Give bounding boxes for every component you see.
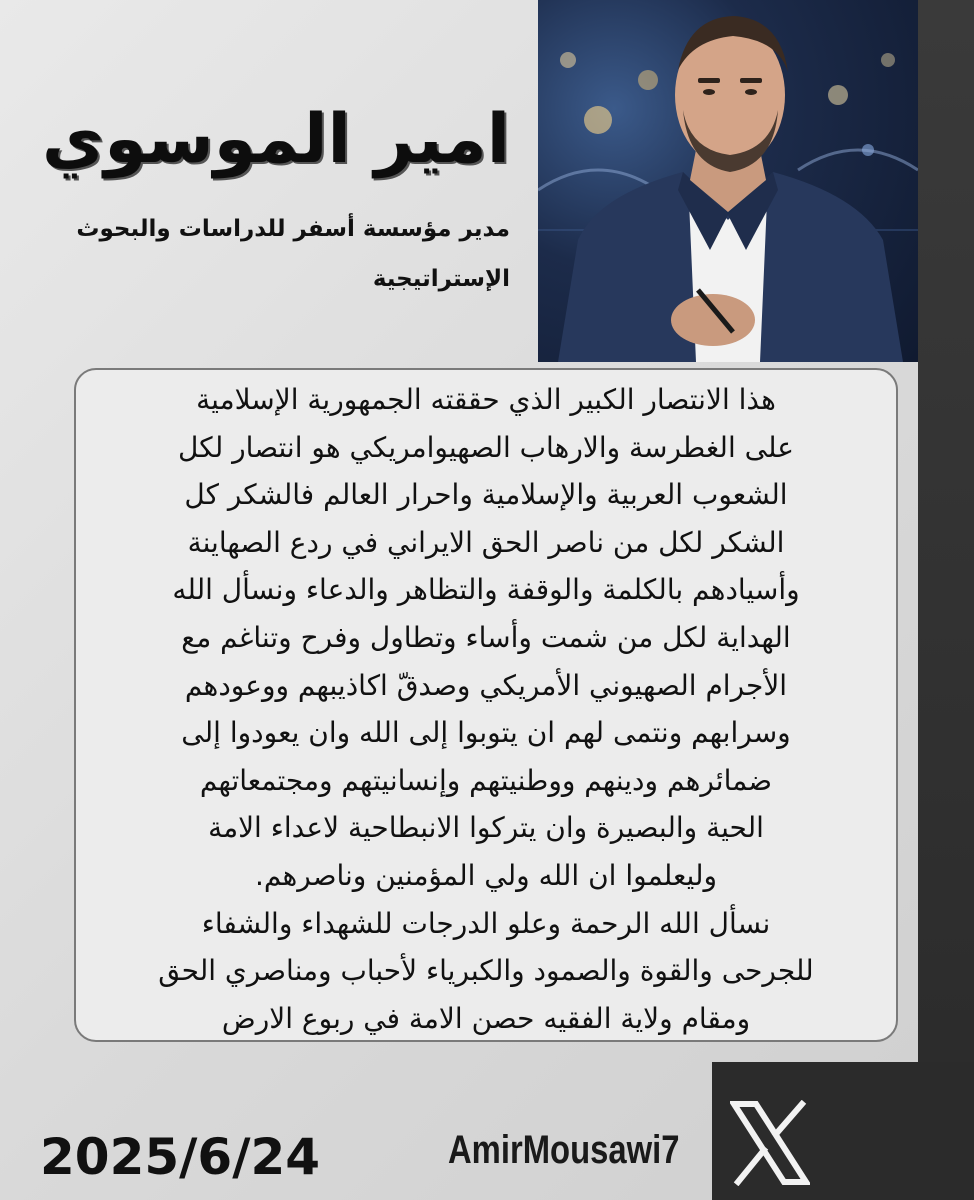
statement-line: للجرحى والقوة والصمود والكبرياء لأحباب ومناصري الحق (158, 954, 814, 988)
statement-line: وأسيادهم بالكلمة والوقفة والتظاهر والدعاء ونسأل الله (172, 573, 800, 607)
right-decor-strip (918, 0, 974, 1200)
statement-line: نسأل الله الرحمة وعلو الدرجات للشهداء والشفاء (201, 906, 771, 940)
social-handle: AmirMousawi7 (448, 1128, 680, 1172)
statement-line: الشعوب العربية والإسلامية واحرار العالم فالشكر كل (184, 478, 788, 512)
statement-line: هذا الانتصار الكبير الذي حققته الجمهورية الإسلامية (196, 383, 776, 416)
post-date: 2025/6/24 (40, 1128, 321, 1186)
speaker-photo (538, 0, 918, 362)
statement-line: الهداية لكل من شمت وأساء وتطاول وفرح وتناغم مع (181, 620, 791, 654)
statement-line: الأجرام الصهيوني الأمريكي وصدقّ اكاذيبهم ووعودهم (184, 668, 788, 702)
statement-line: الحية والبصيرة وان يتركوا الانبطاحية لاعداء الامة (208, 811, 764, 845)
statement-line: على الغطرسة والارهاب الصهيوامريكي هو انتصار لكل (178, 430, 794, 464)
x-logo-icon (730, 1100, 810, 1186)
statement-box (74, 368, 898, 1042)
statement-line: الشكر لكل من ناصر الحق الايراني في ردع الصهاينة (187, 525, 785, 559)
speaker-title: مدير مؤسسة أسفر للدراسات والبحوث الإستراتيجية (76, 216, 510, 292)
statement-line: ضمائرهم ودينهم ووطنيتهم وإنسانيتهم ومجتمعاتهم (199, 763, 773, 797)
statement-line: ومقام ولاية الفقيه حصن الامة في ربوع الارض (221, 1001, 751, 1035)
statement-line: وسرابهم ونتمى لهم ان يتوبوا إلى الله وان يعودوا إلى (181, 716, 791, 750)
speaker-name: امير الموسوي (41, 100, 510, 179)
statement-line: وليعلموا ان الله ولي المؤمنين وناصرهم. (254, 858, 718, 892)
